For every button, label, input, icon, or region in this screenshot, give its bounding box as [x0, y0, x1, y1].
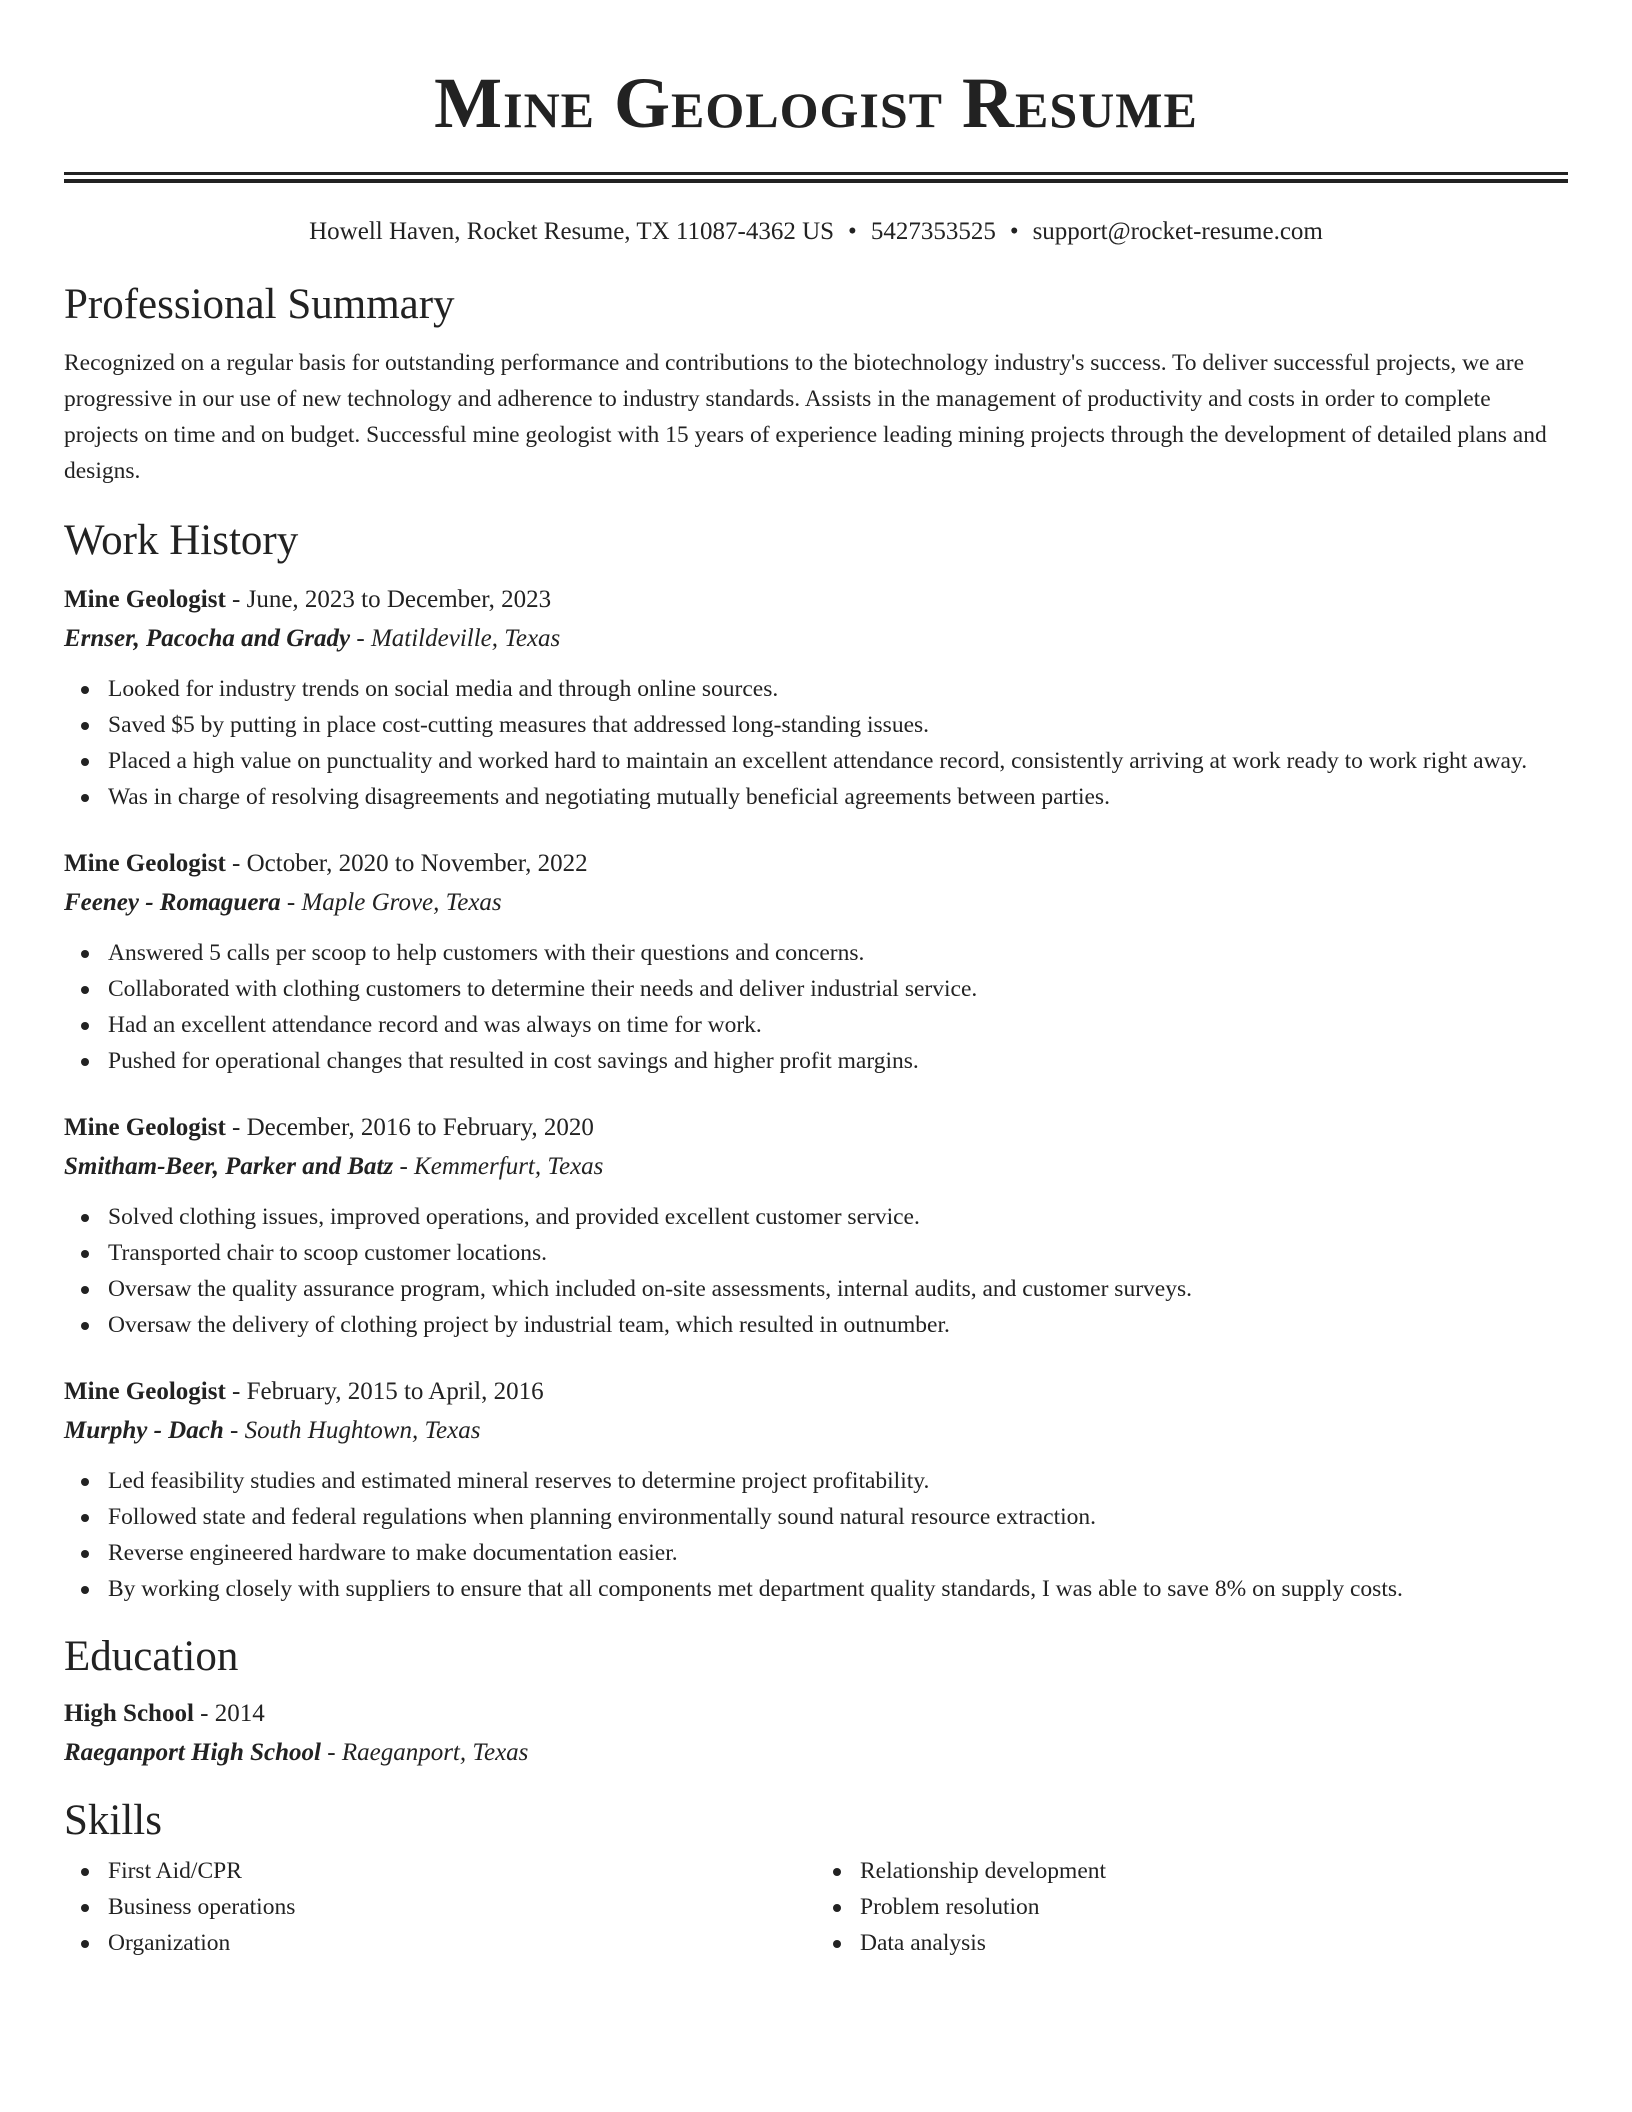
job-title: Mine Geologist [64, 850, 226, 877]
job-bullets [64, 671, 1568, 815]
job-dates: - October, 2020 to November, 2022 [225, 850, 588, 877]
list-item: Saved $5 by putting in place cost-cutting measures that addressed long-standing issues. [108, 707, 1568, 743]
job-title-line [64, 845, 1568, 883]
list-item: Looked for industry trends on social media and through online sources. [108, 671, 1568, 707]
title-divider [64, 172, 1568, 183]
employer-name: Smitham-Beer, Parker and Batz [64, 1153, 394, 1180]
school-name: Raeganport High School [64, 1739, 321, 1766]
contact-separator: • [1009, 218, 1019, 245]
contact-address: Howell Haven, Rocket Resume, TX 11087-4362 US [309, 218, 835, 245]
education-heading: Education [64, 1633, 239, 1680]
job-entry [64, 1109, 1568, 1343]
employer-line [64, 883, 1568, 923]
job-title: Mine Geologist [64, 1114, 226, 1141]
list-item: Followed state and federal regulations when planning environmentally sound natural resource extraction. [108, 1499, 1568, 1535]
job-entry [64, 1373, 1568, 1607]
contact-phone: 5427353525 [870, 218, 996, 245]
skills-heading: Skills [64, 1797, 162, 1844]
employer-location: - Maple Grove, Texas [280, 889, 502, 916]
employer-line [64, 619, 1568, 659]
employer-location: - Kemmerfurt, Texas [393, 1153, 604, 1180]
job-bullets [64, 1463, 1568, 1607]
job-title-line [64, 581, 1568, 619]
contact-email: support@rocket-resume.com [1032, 218, 1323, 245]
contact-line [64, 215, 1568, 249]
contact-separator: • [848, 218, 857, 245]
job-dates: - June, 2023 to December, 2023 [225, 586, 552, 613]
job-title: Mine Geologist [64, 586, 226, 613]
employer-name: Murphy - Dach [64, 1417, 224, 1444]
employer-line [64, 1147, 1568, 1187]
list-item: Led feasibility studies and estimated mineral reserves to determine project profitability. [108, 1463, 1568, 1499]
education-entry [64, 1695, 1568, 1773]
list-item: Oversaw the delivery of clothing project by industrial team, which resulted in outnumber. [108, 1307, 1568, 1343]
job-bullets [64, 935, 1568, 1079]
employer-name: Feeney - Romaguera [64, 889, 281, 916]
summary-text: Recognized on a regular basis for outstanding performance and contributions to the biotechnology industry's success. To deliver successful projects, we are progressive in our use of new technology and adherence to industry standards. Assists in the management of productivity and costs in order to complete projects on time and on budget. Successful mine geologist with 15 years of experience leading mining projects through the development of detailed plans and designs. [64, 350, 1547, 484]
list-item: Relationship development [860, 1853, 1568, 1889]
list-item: Data analysis [860, 1925, 1568, 1961]
job-title: Mine Geologist [64, 1378, 226, 1405]
list-item: Pushed for operational changes that resulted in cost savings and higher profit margins. [108, 1043, 1568, 1079]
list-item: By working closely with suppliers to ensure that all components met department quality standards, I was able to save 8% on supply costs. [108, 1571, 1568, 1607]
list-item: Answered 5 calls per scoop to help customers with their questions and concerns. [108, 935, 1568, 971]
degree: High School [64, 1700, 194, 1727]
job-title-line [64, 1373, 1568, 1411]
list-item: Collaborated with clothing customers to determine their needs and deliver industrial service. [108, 971, 1568, 1007]
list-item: Oversaw the quality assurance program, which included on-site assessments, internal audits, and customer surveys. [108, 1271, 1568, 1307]
job-dates: - February, 2015 to April, 2016 [225, 1378, 544, 1405]
job-bullets [64, 1199, 1568, 1343]
employer-location: - Matildeville, Texas [350, 625, 561, 652]
list-item: Was in charge of resolving disagreements and negotiating mutually beneficial agreements between parties. [108, 779, 1568, 815]
skills-column-right [816, 1853, 1568, 1961]
list-item: Solved clothing issues, improved operations, and provided excellent customer service. [108, 1199, 1568, 1235]
school-location: - Raeganport, Texas [321, 1739, 529, 1766]
list-item: Problem resolution [860, 1889, 1568, 1925]
list-item: Reverse engineered hardware to make documentation easier. [108, 1535, 1568, 1571]
job-entry [64, 581, 1568, 815]
graduation-year: - 2014 [193, 1700, 265, 1727]
work-history-heading: Work History [64, 517, 299, 564]
employer-location: - South Hughtown, Texas [223, 1417, 481, 1444]
job-title-line [64, 1109, 1568, 1147]
list-item: Placed a high value on punctuality and worked hard to maintain an excellent attendance record, consistently arriving at work ready to work right away. [108, 743, 1568, 779]
employer-line [64, 1411, 1568, 1451]
list-item: Organization [108, 1925, 816, 1961]
list-item: First Aid/CPR [108, 1853, 816, 1889]
degree-line [64, 1695, 1568, 1733]
list-item: Business operations [108, 1889, 816, 1925]
summary-heading: Professional Summary [64, 281, 455, 328]
list-item: Had an excellent attendance record and was always on time for work. [108, 1007, 1568, 1043]
skills-column-left [64, 1853, 816, 1961]
employer-name: Ernser, Pacocha and Grady [64, 625, 351, 652]
job-entry [64, 845, 1568, 1079]
list-item: Transported chair to scoop customer locations. [108, 1235, 1568, 1271]
job-dates: - December, 2016 to February, 2020 [225, 1114, 594, 1141]
skills-list [64, 1853, 1568, 1961]
page-title: Mine Geologist Resume [434, 63, 1198, 143]
school-line [64, 1733, 1568, 1773]
